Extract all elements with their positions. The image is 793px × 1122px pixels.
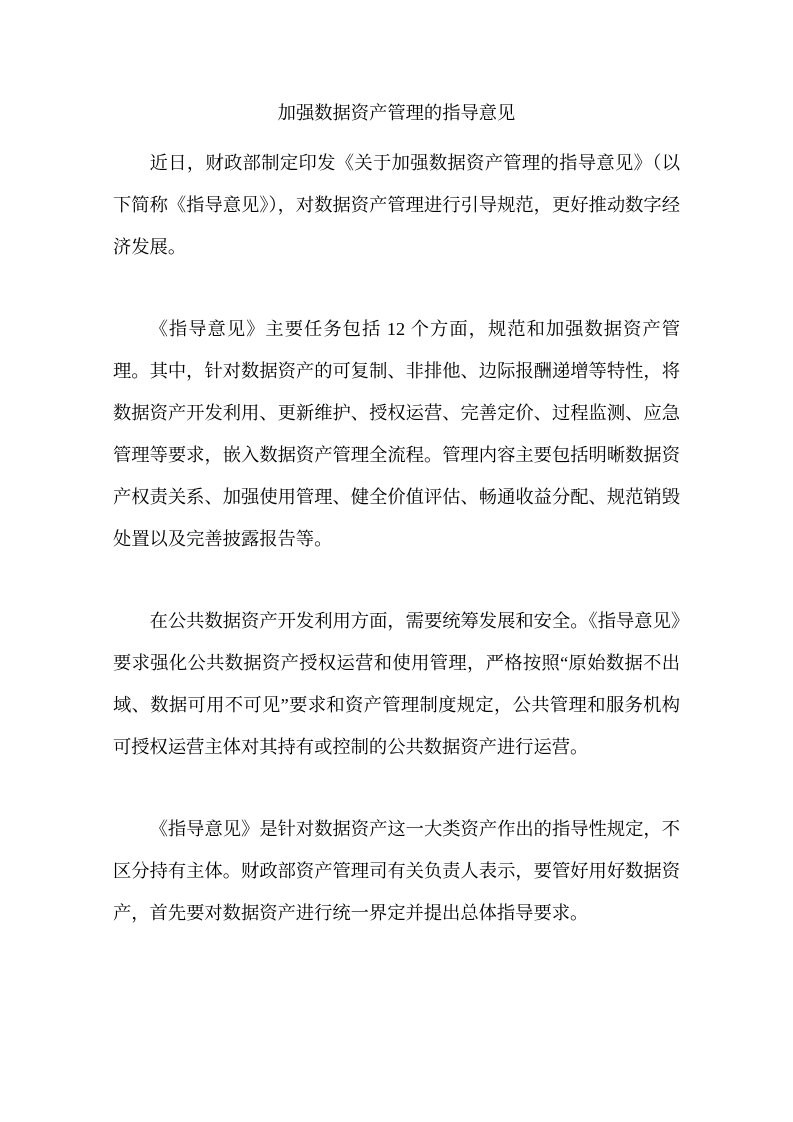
paragraph-scope: 《指导意见》是针对数据资产这一大类资产作出的指导性规定，不区分持有主体。财政部资产管理司有关负责人表示，要管好用好数据资产，首先要对数据资产进行统一界定并提出总体指导要求。 bbox=[113, 819, 680, 923]
paragraph-intro: 近日，财政部制定印发《关于加强数据资产管理的指导意见》（以下简称《指导意见》），对数据资产管理进行引导规范，更好推动数字经济发展。 bbox=[113, 153, 680, 257]
paragraph-main-tasks: 《指导意见》主要任务包括 12 个方面，规范和加强数据资产管理。其中，针对数据资产的可复制、非排他、边际报酬递增等特性，将数据资产开发利用、更新维护、授权运营、完善定价、过程监测、应急管理等要求，嵌入数据资产管理全流程。管理内容主要包括明晰数据资产权责关系、加强使用管理、健全价值评估、畅通收益分配、规范销毁处置以及完善披露报告等。 bbox=[113, 319, 680, 549]
document-title: 加强数据资产管理的指导意见 bbox=[277, 103, 516, 123]
paragraph-public-data: 在公共数据资产开发利用方面，需要统筹发展和安全。《指导意见》要求强化公共数据资产授权运营和使用管理，严格按照“原始数据不出域、数据可用不可见”要求和资产管理制度规定，公共管理和服务机构可授权运营主体对其持有或控制的公共数据资产进行运营。 bbox=[113, 611, 680, 757]
